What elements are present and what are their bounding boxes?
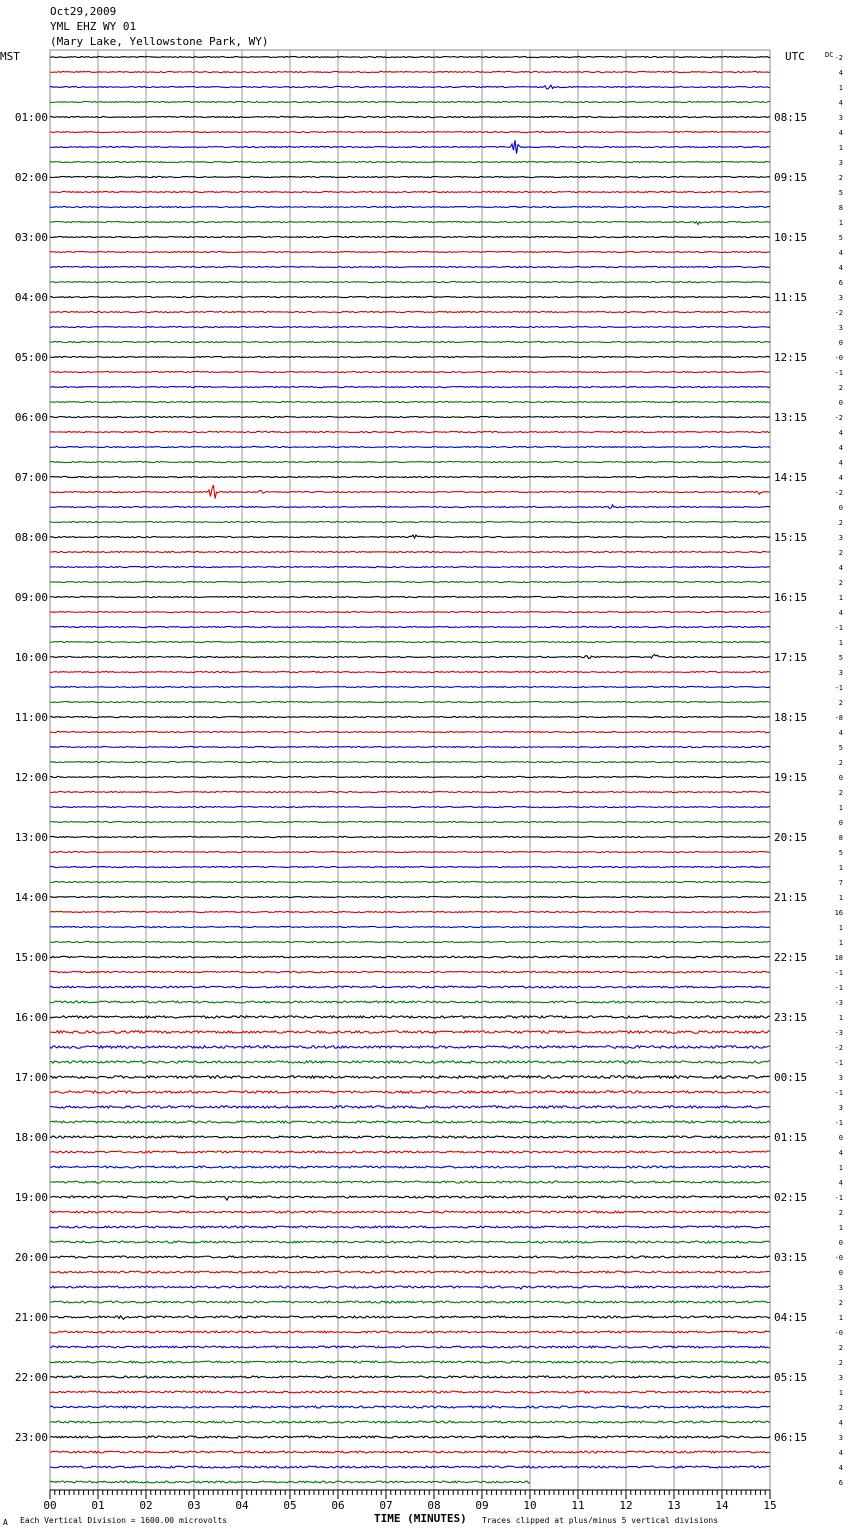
trace-line xyxy=(50,686,770,687)
trace-line xyxy=(50,176,770,177)
trace-line xyxy=(50,221,770,224)
trace-line xyxy=(50,881,770,882)
dc-value: 2 xyxy=(838,384,843,392)
trace-line xyxy=(50,1466,770,1468)
dc-value: 4 xyxy=(838,99,843,107)
x-tick-label: 00 xyxy=(43,1499,57,1512)
dc-value: 3 xyxy=(838,534,843,542)
x-tick-label: 03 xyxy=(187,1499,201,1512)
trace-line xyxy=(50,371,770,372)
utc-hour-label: 06:15 xyxy=(774,1431,808,1444)
trace-line xyxy=(50,941,770,942)
trace-line xyxy=(50,1391,770,1393)
trace-line xyxy=(50,140,770,153)
trace-line xyxy=(50,1061,770,1063)
mst-hour-label: 07:00 xyxy=(14,471,48,484)
dc-value: -1 xyxy=(834,1119,843,1127)
trace-line xyxy=(50,431,770,432)
trace-line xyxy=(50,1031,770,1034)
mst-hour-label: 11:00 xyxy=(14,711,48,724)
trace-line xyxy=(50,791,770,792)
utc-hour-label: 10:15 xyxy=(774,231,808,244)
dc-value: 5 xyxy=(838,654,843,662)
trace-line xyxy=(50,485,770,498)
x-tick-label: 04 xyxy=(235,1499,249,1512)
plot-frame xyxy=(50,50,770,1490)
dc-value: 1 xyxy=(838,1389,843,1397)
utc-hour-label: 01:15 xyxy=(774,1131,808,1144)
trace-line xyxy=(50,761,770,762)
dc-value: 2 xyxy=(838,1209,843,1217)
trace-line xyxy=(50,1451,770,1453)
dc-value: 0 xyxy=(838,504,843,512)
dc-value: 1 xyxy=(838,924,843,932)
clip-note: Traces clipped at plus/minus 5 vertical divisions xyxy=(482,1516,719,1525)
dc-value: 2 xyxy=(838,1344,843,1352)
dc-value: 1 xyxy=(838,894,843,902)
dc-value: 7 xyxy=(838,879,843,887)
trace-line xyxy=(50,1361,770,1363)
x-tick-label: 06 xyxy=(331,1499,345,1512)
dc-value: 5 xyxy=(838,849,843,857)
dc-value: 5 xyxy=(838,744,843,752)
trace-line xyxy=(50,1151,770,1153)
trace-line xyxy=(50,1091,770,1093)
dc-value: 1 xyxy=(838,1014,843,1022)
x-tick-label: 12 xyxy=(619,1499,633,1512)
trace-line xyxy=(50,281,770,282)
dc-value: 4 xyxy=(838,69,843,77)
utc-hour-label: 17:15 xyxy=(774,651,808,664)
trace-line xyxy=(50,1286,770,1289)
trace-line xyxy=(50,1121,770,1123)
dc-value: -2 xyxy=(834,414,843,422)
corner-mark: A xyxy=(3,1518,8,1527)
mst-hour-label: 20:00 xyxy=(14,1251,48,1264)
dc-value: 3 xyxy=(838,1284,843,1292)
trace-line xyxy=(50,1241,770,1243)
trace-line xyxy=(50,476,770,477)
trace-line xyxy=(50,821,770,822)
dc-value: 0 xyxy=(838,819,843,827)
utc-hour-label: 20:15 xyxy=(774,831,808,844)
mst-hour-label: 16:00 xyxy=(14,1011,48,1024)
trace-line xyxy=(50,161,770,162)
x-tick-label: 13 xyxy=(667,1499,681,1512)
trace-line xyxy=(50,1376,770,1378)
dc-value: 2 xyxy=(838,579,843,587)
trace-line xyxy=(50,535,770,538)
trace-line xyxy=(50,416,770,417)
trace-line xyxy=(50,641,770,642)
dc-value: 3 xyxy=(838,669,843,677)
trace-line xyxy=(50,806,770,807)
dc-value: 3 xyxy=(838,324,843,332)
dc-value: 0 xyxy=(838,774,843,782)
trace-line xyxy=(50,266,770,267)
dc-value: -1 xyxy=(834,684,843,692)
trace-line xyxy=(50,655,770,659)
dc-value: -3 xyxy=(834,999,843,1007)
mst-hour-label: 03:00 xyxy=(14,231,48,244)
mst-hour-label: 06:00 xyxy=(14,411,48,424)
dc-value: 3 xyxy=(838,1374,843,1382)
utc-hour-label: 05:15 xyxy=(774,1371,808,1384)
dc-value: 2 xyxy=(838,1299,843,1307)
dc-value: -2 xyxy=(834,54,843,62)
mst-hour-label: 02:00 xyxy=(14,171,48,184)
mst-hour-label: 18:00 xyxy=(14,1131,48,1144)
trace-line xyxy=(50,1136,770,1138)
trace-line xyxy=(50,731,770,732)
dc-value: 4 xyxy=(838,729,843,737)
dc-value: 4 xyxy=(838,129,843,137)
trace-line xyxy=(50,1421,770,1423)
mst-hour-label: 09:00 xyxy=(14,591,48,604)
dc-value: 2 xyxy=(838,1404,843,1412)
dc-value: 1 xyxy=(838,939,843,947)
utc-hour-label: 04:15 xyxy=(774,1311,808,1324)
mst-hour-label: 08:00 xyxy=(14,531,48,544)
trace-line xyxy=(50,85,770,89)
dc-value: -0 xyxy=(834,1329,843,1337)
trace-line xyxy=(50,386,770,387)
trace-line xyxy=(50,326,770,327)
trace-line xyxy=(50,566,770,567)
trace-line xyxy=(50,851,770,852)
utc-hour-label: 15:15 xyxy=(774,531,808,544)
dc-value: 0 xyxy=(838,1134,843,1142)
trace-line xyxy=(50,131,770,132)
dc-value: 4 xyxy=(838,429,843,437)
dc-value: 2 xyxy=(838,789,843,797)
trace-line xyxy=(50,1106,770,1108)
trace-line xyxy=(50,446,770,447)
trace-line xyxy=(50,956,770,958)
utc-hour-label: 00:15 xyxy=(774,1071,808,1084)
x-tick-label: 09 xyxy=(475,1499,489,1512)
mst-hour-label: 01:00 xyxy=(14,111,48,124)
dc-value: 4 xyxy=(838,1179,843,1187)
trace-line xyxy=(50,866,770,867)
trace-line xyxy=(50,971,770,973)
dc-value: 4 xyxy=(838,249,843,257)
dc-value: 3 xyxy=(838,159,843,167)
trace-line xyxy=(50,296,770,297)
trace-line xyxy=(50,1436,770,1438)
dc-value: 3 xyxy=(838,294,843,302)
mst-hour-label: 12:00 xyxy=(14,771,48,784)
mst-hour-label: 23:00 xyxy=(14,1431,48,1444)
mst-axis-label: MST xyxy=(0,50,20,63)
trace-line xyxy=(50,1271,770,1273)
dc-value: 4 xyxy=(838,564,843,572)
dc-value: -1 xyxy=(834,1194,843,1202)
mst-hour-label: 05:00 xyxy=(14,351,48,364)
dc-value: 2 xyxy=(838,519,843,527)
utc-hour-label: 13:15 xyxy=(774,411,808,424)
dc-value: 4 xyxy=(838,474,843,482)
dc-value: 1 xyxy=(838,864,843,872)
trace-line xyxy=(50,896,770,897)
trace-line xyxy=(50,1346,770,1348)
trace-line xyxy=(50,1226,770,1228)
utc-hour-label: 16:15 xyxy=(774,591,808,604)
utc-hour-label: 03:15 xyxy=(774,1251,808,1264)
utc-axis-label: UTC xyxy=(785,50,805,63)
dc-value: -8 xyxy=(834,714,843,722)
trace-line xyxy=(50,56,770,57)
trace-line xyxy=(50,911,770,912)
mst-hour-label: 10:00 xyxy=(14,651,48,664)
dc-value: 1 xyxy=(838,594,843,602)
trace-line xyxy=(50,461,770,462)
dc-value: 0 xyxy=(838,1239,843,1247)
trace-line xyxy=(50,701,770,702)
trace-line xyxy=(50,116,770,117)
chart-date: Oct29,2009 xyxy=(50,5,117,18)
utc-hour-label: 14:15 xyxy=(774,471,808,484)
dc-value: 18 xyxy=(834,954,843,962)
x-tick-label: 11 xyxy=(571,1499,585,1512)
trace-line xyxy=(50,986,770,988)
dc-value: 3 xyxy=(838,114,843,122)
dc-value: 4 xyxy=(838,1464,843,1472)
utc-hour-label: 12:15 xyxy=(774,351,808,364)
x-tick-label: 14 xyxy=(715,1499,729,1512)
x-tick-label: 08 xyxy=(427,1499,441,1512)
mst-hour-label: 14:00 xyxy=(14,891,48,904)
trace-line xyxy=(50,581,770,582)
dc-value: -2 xyxy=(834,489,843,497)
dc-value: 3 xyxy=(838,1074,843,1082)
trace-line xyxy=(50,611,770,612)
dc-value: -0 xyxy=(834,1254,843,1262)
x-tick-label: 15 xyxy=(763,1499,777,1512)
dc-value: 2 xyxy=(838,699,843,707)
trace-line xyxy=(50,236,770,237)
dc-value: 2 xyxy=(838,1359,843,1367)
x-tick-label: 05 xyxy=(283,1499,297,1512)
dc-label: DC xyxy=(825,51,834,59)
dc-value: -1 xyxy=(834,1059,843,1067)
dc-value: 0 xyxy=(838,339,843,347)
trace-line xyxy=(50,1001,770,1003)
trace-line xyxy=(50,1211,770,1213)
dc-value: 1 xyxy=(838,804,843,812)
dc-value: 1 xyxy=(838,1164,843,1172)
trace-line xyxy=(50,671,770,672)
trace-line xyxy=(50,1331,770,1333)
dc-value: 1 xyxy=(838,639,843,647)
trace-line xyxy=(50,251,770,252)
dc-value: 8 xyxy=(838,834,843,842)
dc-value: 2 xyxy=(838,549,843,557)
trace-line xyxy=(50,596,770,597)
dc-value: -1 xyxy=(834,984,843,992)
trace-line xyxy=(50,311,770,312)
dc-value: -2 xyxy=(834,309,843,317)
mst-hour-label: 15:00 xyxy=(14,951,48,964)
dc-value: 0 xyxy=(838,399,843,407)
trace-line xyxy=(50,716,770,717)
trace-line xyxy=(50,191,770,192)
trace-line xyxy=(50,776,770,777)
dc-value: 1 xyxy=(838,1224,843,1232)
trace-line xyxy=(50,926,770,927)
station-location: (Mary Lake, Yellowstone Park, WY) xyxy=(50,35,269,48)
dc-value: -3 xyxy=(834,1029,843,1037)
dc-value: 4 xyxy=(838,444,843,452)
dc-value: 16 xyxy=(834,909,843,917)
trace-line xyxy=(50,521,770,522)
dc-value: 1 xyxy=(838,144,843,152)
dc-value: 3 xyxy=(838,1434,843,1442)
x-tick-label: 10 xyxy=(523,1499,537,1512)
utc-hour-label: 09:15 xyxy=(774,171,808,184)
dc-value: 4 xyxy=(838,1419,843,1427)
x-tick-label: 02 xyxy=(139,1499,153,1512)
x-tick-label: 01 xyxy=(91,1499,105,1512)
dc-value: 2 xyxy=(838,759,843,767)
dc-value: 5 xyxy=(838,234,843,242)
mst-hour-label: 17:00 xyxy=(14,1071,48,1084)
utc-hour-label: 18:15 xyxy=(774,711,808,724)
utc-hour-label: 22:15 xyxy=(774,951,808,964)
trace-line xyxy=(50,71,770,72)
trace-line xyxy=(50,746,770,747)
utc-hour-label: 21:15 xyxy=(774,891,808,904)
station-code: YML EHZ WY 01 xyxy=(50,20,137,33)
dc-value: 4 xyxy=(838,459,843,467)
trace-line xyxy=(50,1181,770,1183)
utc-hour-label: 11:15 xyxy=(774,291,808,304)
x-axis-label: TIME (MINUTES) xyxy=(374,1512,467,1525)
mst-hour-label: 19:00 xyxy=(14,1191,48,1204)
trace-line xyxy=(50,341,770,342)
dc-value: 5 xyxy=(838,189,843,197)
trace-line xyxy=(50,356,770,357)
trace-line xyxy=(50,1076,770,1079)
trace-line xyxy=(50,1406,770,1408)
dc-value: 6 xyxy=(838,1479,843,1487)
x-tick-label: 07 xyxy=(379,1499,393,1512)
dc-value: 0 xyxy=(838,1269,843,1277)
trace-line xyxy=(50,1301,770,1303)
trace-line xyxy=(50,101,770,102)
dc-value: 3 xyxy=(838,1104,843,1112)
utc-hour-label: 23:15 xyxy=(774,1011,808,1024)
dc-value: 1 xyxy=(838,84,843,92)
dc-value: -2 xyxy=(834,1044,843,1052)
trace-line xyxy=(50,1256,770,1258)
dc-value: -1 xyxy=(834,624,843,632)
trace-line xyxy=(50,1046,770,1049)
dc-value: 6 xyxy=(838,279,843,287)
dc-value: 8 xyxy=(838,204,843,212)
dc-value: 1 xyxy=(838,1314,843,1322)
mst-hour-label: 21:00 xyxy=(14,1311,48,1324)
mst-hour-label: 22:00 xyxy=(14,1371,48,1384)
trace-line xyxy=(50,206,770,207)
mst-hour-label: 04:00 xyxy=(14,291,48,304)
dc-value: -1 xyxy=(834,369,843,377)
trace-line xyxy=(50,551,770,552)
dc-value: 4 xyxy=(838,1449,843,1457)
dc-value: -0 xyxy=(834,354,843,362)
dc-value: 4 xyxy=(838,264,843,272)
dc-value: 4 xyxy=(838,609,843,617)
mst-hour-label: 13:00 xyxy=(14,831,48,844)
dc-value: 4 xyxy=(838,1149,843,1157)
utc-hour-label: 19:15 xyxy=(774,771,808,784)
utc-hour-label: 02:15 xyxy=(774,1191,808,1204)
trace-line xyxy=(50,626,770,627)
trace-line xyxy=(50,505,770,509)
dc-value: -1 xyxy=(834,1089,843,1097)
trace-line xyxy=(50,836,770,837)
dc-value: 2 xyxy=(838,174,843,182)
scale-note: Each Vertical Division = 1600.00 microvolts xyxy=(20,1516,228,1525)
trace-line xyxy=(50,1196,770,1200)
trace-line xyxy=(50,1166,770,1168)
dc-value: -1 xyxy=(834,969,843,977)
trace-line xyxy=(50,401,770,402)
dc-value: 1 xyxy=(838,219,843,227)
trace-line xyxy=(50,1316,770,1319)
trace-line xyxy=(50,1016,770,1018)
utc-hour-label: 08:15 xyxy=(774,111,808,124)
